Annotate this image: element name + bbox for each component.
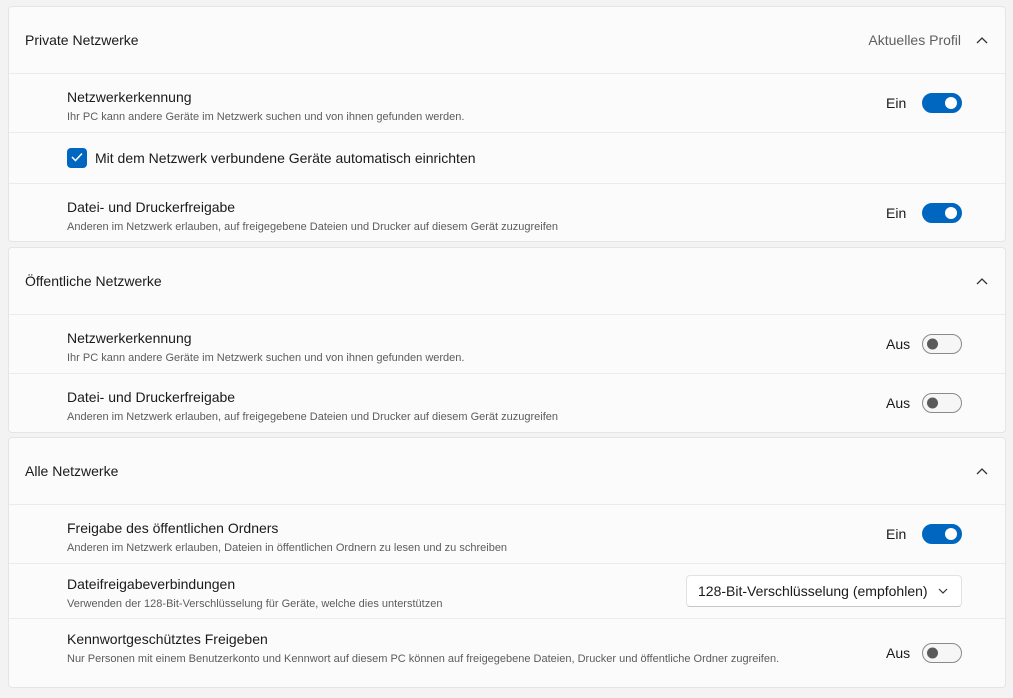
public-network-discovery-toggle[interactable]	[922, 334, 962, 354]
chevron-up-icon[interactable]	[975, 33, 989, 47]
file-sharing-connections-text	[67, 576, 787, 612]
public-file-printer-sharing-state-label: Aus	[886, 395, 911, 411]
private-networks-card	[8, 6, 1006, 242]
current-profile-label: Aktuelles Profil	[868, 32, 961, 48]
public-file-printer-sharing-title: Datei- und Druckerfreigabe	[67, 389, 236, 405]
public-folder-sharing-state-label: Ein	[886, 526, 907, 542]
public-folder-sharing-toggle[interactable]	[922, 524, 962, 544]
password-protected-sharing-title: Kennwortgeschütztes Freigeben	[67, 631, 268, 647]
public-file-printer-sharing-toggle-group	[886, 393, 962, 413]
private-file-printer-sharing-toggle-group	[886, 203, 962, 223]
private-file-printer-sharing-title: Datei- und Druckerfreigabe	[67, 199, 236, 215]
public-network-discovery-state-label: Aus	[886, 336, 911, 352]
password-protected-sharing-toggle-group	[886, 643, 962, 663]
public-file-printer-sharing-row	[9, 374, 1005, 432]
public-network-discovery-title: Netzwerkerkennung	[67, 330, 192, 346]
chevron-up-icon[interactable]	[975, 464, 989, 478]
file-sharing-connections-dropdown[interactable]	[686, 575, 962, 607]
file-sharing-connections-description: Verwenden der 128-Bit-Verschlüsselung für Geräte, welche dies unterstützen	[67, 598, 443, 610]
private-file-printer-sharing-description: Anderen im Netzwerk erlauben, auf freigegebene Dateien und Drucker auf diesem Gerät zuzugreifen	[67, 221, 558, 233]
file-sharing-connections-title: Dateifreigabeverbindungen	[67, 576, 236, 592]
public-networks-card	[8, 247, 1006, 433]
password-protected-sharing-row	[9, 619, 1005, 687]
chevron-down-icon	[937, 585, 949, 597]
public-file-printer-sharing-text	[67, 389, 787, 425]
password-protected-sharing-description: Nur Personen mit einem Benutzerkonto und Kennwort auf diesem PC können auf freigegebene Dateien, Drucker und öffentliche Ordner zugreifen.	[67, 653, 780, 665]
public-folder-sharing-text	[67, 520, 787, 556]
auto-setup-checkbox[interactable]	[67, 148, 87, 168]
all-networks-header[interactable]	[9, 438, 1005, 505]
chevron-up-icon[interactable]	[975, 274, 989, 288]
private-network-discovery-toggle[interactable]	[922, 93, 962, 113]
public-network-discovery-description: Ihr PC kann andere Geräte im Netzwerk suchen und von ihnen gefunden werden.	[67, 352, 465, 364]
private-network-discovery-toggle-group	[886, 93, 962, 113]
all-networks-card	[8, 437, 1006, 688]
public-folder-sharing-title: Freigabe des öffentlichen Ordners	[67, 520, 279, 536]
public-folder-sharing-description: Anderen im Netzwerk erlauben, Dateien in öffentlichen Ordnern zu lesen und zu schreiben	[67, 542, 508, 554]
file-sharing-connections-selected-value: 128-Bit-Verschlüsselung (empfohlen)	[698, 583, 928, 599]
public-network-discovery-row	[9, 315, 1005, 374]
public-networks-title: Öffentliche Netzwerke	[25, 273, 162, 289]
all-networks-header-right	[975, 438, 989, 504]
private-networks-header[interactable]	[9, 7, 1005, 74]
toggle-knob	[927, 398, 938, 409]
private-network-discovery-title: Netzwerkerkennung	[67, 89, 192, 105]
public-networks-header[interactable]	[9, 248, 1005, 315]
private-file-printer-sharing-row	[9, 184, 1005, 241]
private-network-discovery-text	[67, 89, 787, 125]
private-file-printer-sharing-text	[67, 199, 787, 235]
public-folder-sharing-row	[9, 505, 1005, 564]
public-file-printer-sharing-description: Anderen im Netzwerk erlauben, auf freigegebene Dateien und Drucker auf diesem Gerät zuzugreifen	[67, 411, 558, 423]
public-network-discovery-toggle-group	[886, 334, 962, 354]
public-network-discovery-text	[67, 330, 787, 366]
private-network-discovery-description: Ihr PC kann andere Geräte im Netzwerk suchen und von ihnen gefunden werden.	[67, 111, 465, 123]
toggle-knob	[945, 528, 957, 540]
private-network-discovery-row	[9, 74, 1005, 133]
toggle-knob	[945, 207, 957, 219]
file-sharing-connections-row	[9, 564, 1005, 619]
checkmark-icon	[71, 149, 83, 167]
toggle-knob	[927, 339, 938, 350]
private-file-printer-sharing-state-label: Ein	[886, 204, 907, 221]
auto-setup-label[interactable]: Mit dem Netzwerk verbundene Geräte automatisch einrichten	[95, 150, 476, 166]
toggle-knob	[945, 97, 957, 109]
toggle-knob	[927, 648, 938, 659]
all-networks-title: Alle Netzwerke	[25, 463, 119, 479]
public-folder-sharing-toggle-group	[886, 524, 962, 544]
private-auto-setup-row	[9, 133, 1005, 184]
public-networks-header-right	[975, 248, 989, 314]
password-protected-sharing-toggle[interactable]	[922, 643, 962, 663]
private-networks-header-right	[868, 7, 989, 73]
private-network-discovery-state-label: Ein	[886, 95, 907, 111]
password-protected-sharing-state-label: Aus	[886, 645, 911, 661]
public-file-printer-sharing-toggle[interactable]	[922, 393, 962, 413]
password-protected-sharing-text	[67, 631, 787, 667]
private-networks-title: Private Netzwerke	[25, 32, 139, 48]
private-file-printer-sharing-toggle[interactable]	[922, 203, 962, 223]
